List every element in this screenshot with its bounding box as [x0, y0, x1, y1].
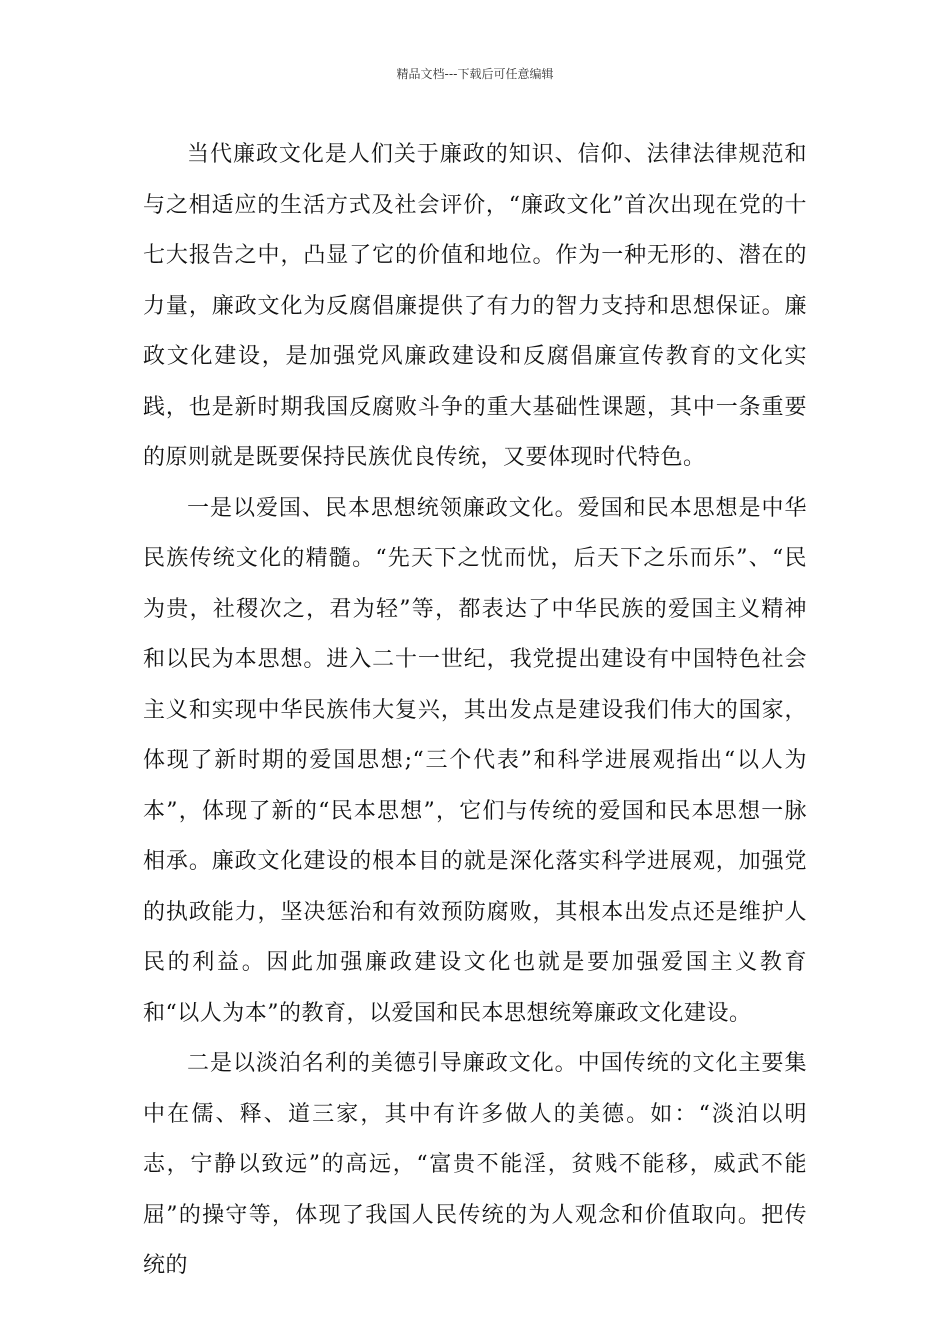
paragraph-3: 二是以淡泊名利的美德引导廉政文化。中国传统的文化主要集中在儒、释、道三家，其中有许多做人的美德。如：“淡泊以明志，宁静以致远”的高远，“富贵不能淫，贫贱不能移，威武不能屈”的操守等，体现了我国人民传统的为人观念和价值取向。把传统的 [143, 1051, 807, 1278]
page-header: 精品文档---下载后可任意编辑 [396, 67, 554, 81]
document-body [143, 130, 807, 1292]
paragraph-1: 当代廉政文化是人们关于廉政的知识、信仰、法律法律规范和与之相适应的生活方式及社会评价，“廉政文化”首次出现在党的十七大报告之中，凸显了它的价值和地位。作为一种无形的、潜在的力量，廉政文化为反腐倡廉提供了有力的智力支持和思想保证。廉政文化建设，是加强党风廉政建设和反腐倡廉宣传教育的文化实践，也是新时期我国反腐败斗争的重大基础性课题，其中一条重要的原则就是既要保持民族优良传统，又要体现时代特色。 [143, 142, 807, 470]
paragraph-2: 一是以爱国、民本思想统领廉政文化。爱国和民本思想是中华民族传统文化的精髓。“先天下之忧而忧，后天下之乐而乐”、“民为贵，社稷次之，君为轻”等，都表达了中华民族的爱国主义精神和以民为本思想。进入二十一世纪，我党提出建设有中国特色社会主义和实现中华民族伟大复兴，其出发点是建设我们伟大的国家，体现了新时期的爱国思想;“三个代表”和科学进展观指出“以人为本”，体现了新的“民本思想”，它们与传统的爱国和民本思想一脉相承。廉政文化建设的根本目的就是深化落实科学进展观，加强党的执政能力，坚决惩治和有效预防腐败，其根本出发点还是维护人民的利益。因此加强廉政建设文化也就是要加强爱国主义教育和“以人为本”的教育，以爱国和民本思想统筹廉政文化建设。 [143, 495, 807, 1026]
